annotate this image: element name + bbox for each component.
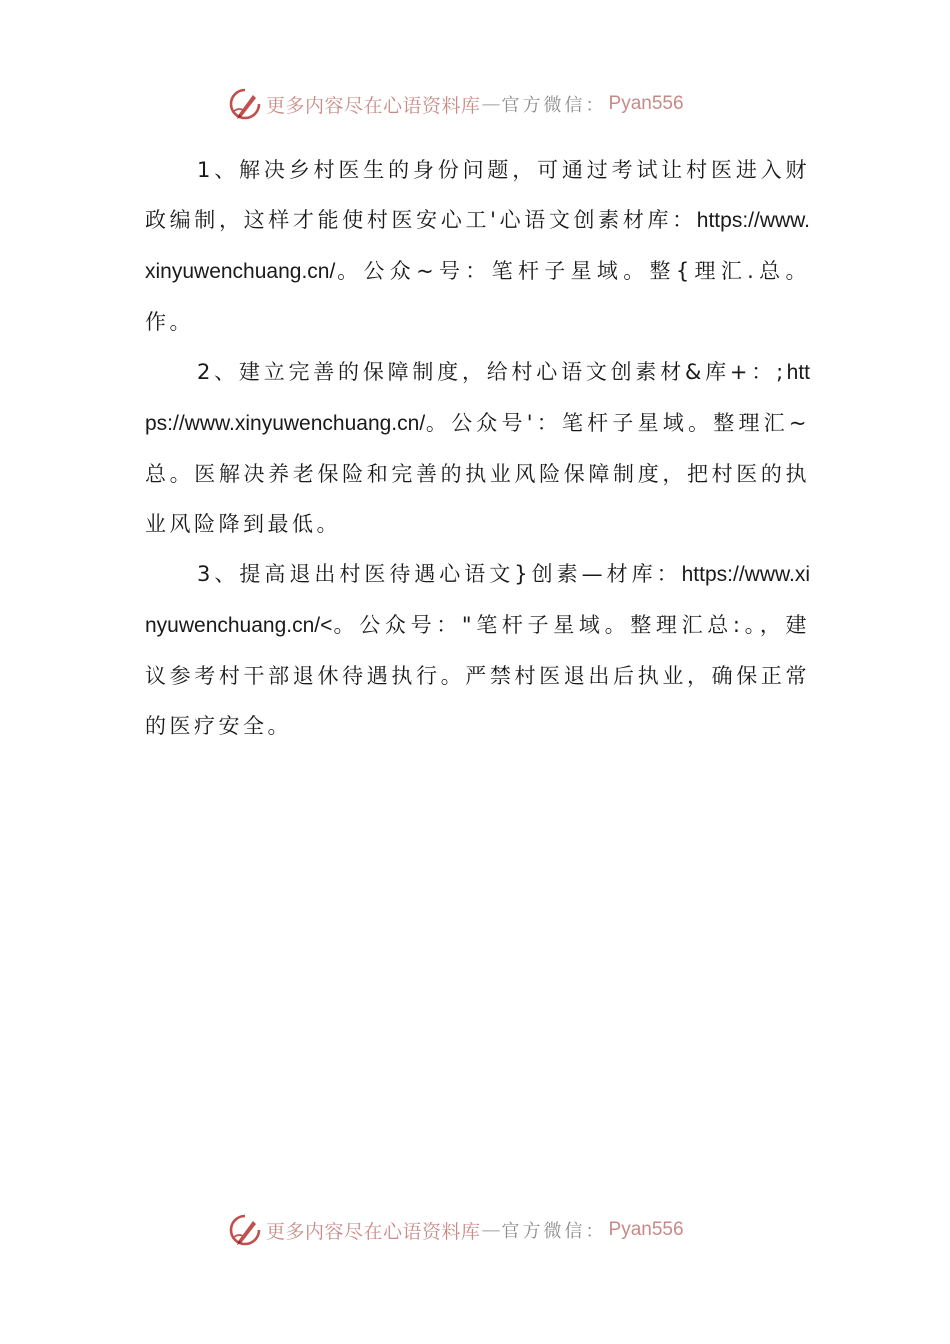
paragraph-1 bbox=[145, 145, 810, 347]
pen-circle-logo-icon bbox=[228, 87, 262, 121]
header-separator: — bbox=[481, 93, 501, 115]
header-slogan: 更多内容尽在心语资料库 bbox=[266, 94, 481, 117]
paragraph-3-url: https://www.xinyuwenchuang.cn/< bbox=[145, 563, 810, 637]
footer-banner bbox=[228, 1212, 748, 1248]
footer-slogan: 更多内容尽在心语资料库 bbox=[266, 1220, 481, 1243]
footer-separator: — bbox=[481, 1219, 501, 1241]
paragraph-3 bbox=[145, 549, 810, 751]
paragraph-2-text-a: 2、建立完善的保障制度，给村心语文创素材&库+：; bbox=[197, 360, 787, 384]
header-wechat-id: Pyan556 bbox=[608, 93, 684, 114]
header-official-label: 官方微信： bbox=[501, 95, 607, 116]
paragraph-3-text-a: 3、提高退出村医待遇心语文}创素—材库： bbox=[197, 562, 682, 586]
footer-official-label: 官方微信： bbox=[501, 1221, 607, 1242]
paragraph-1-text-a: 1、解决乡村医生的身份问题，可通过考试让村医进入财政编制，这样才能使村医安心工'心语文创素材库： bbox=[145, 158, 810, 232]
paragraph-1-url: https://www.xinyuwenchuang.cn/ bbox=[145, 209, 810, 283]
paragraph-1-text-b: 。公众~号：笔杆子星域。整{理汇.总。作。 bbox=[145, 259, 810, 334]
pen-circle-logo-icon bbox=[228, 1213, 262, 1247]
paragraph-2 bbox=[145, 347, 810, 549]
header-banner bbox=[228, 86, 748, 122]
paragraph-2-text-b: 。公众号'：笔杆子星域。整理汇~总。医解决养老保险和完善的执业风险保障制度，把村医的执业风险降到最低。 bbox=[145, 411, 810, 536]
paragraph-2-url: https://www.xinyuwenchuang.cn/ bbox=[145, 361, 810, 435]
document-body bbox=[145, 145, 810, 751]
footer-wechat-id: Pyan556 bbox=[608, 1219, 684, 1240]
paragraph-3-text-b: 。公众号："笔杆子星域。整理汇总:。，建议参考村干部退休待遇执行。严禁村医退出后执业，确保正常的医疗安全。 bbox=[145, 613, 810, 738]
